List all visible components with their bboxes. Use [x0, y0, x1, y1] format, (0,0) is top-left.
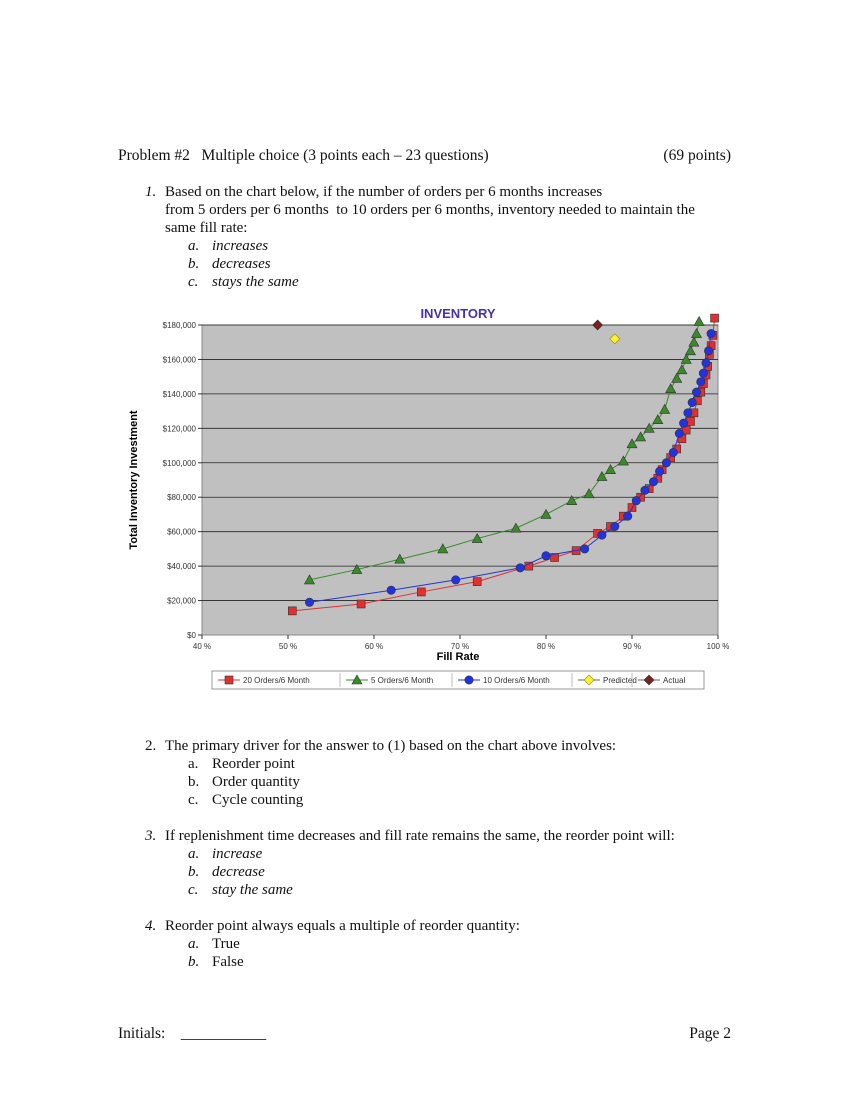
y-axis-label: Total Inventory Investment [128, 410, 140, 550]
option-text: stay the same [212, 882, 293, 898]
option-letter: a. [188, 756, 199, 772]
options-list [188, 237, 745, 291]
option-c[interactable] [188, 791, 745, 809]
y-axis-ticks [163, 321, 202, 640]
data-point [542, 552, 550, 560]
data-point [702, 359, 710, 367]
option-b[interactable] [188, 255, 745, 273]
y-tick-label: $60,000 [167, 527, 196, 537]
options-list [188, 845, 765, 899]
legend-label: 10 Orders/6 Month [483, 676, 550, 685]
option-text: increase [212, 846, 263, 862]
data-point [699, 369, 707, 377]
data-point [688, 398, 696, 406]
data-point [641, 486, 649, 494]
data-point [692, 388, 700, 396]
x-tick-label: 100 % [706, 642, 730, 651]
option-b[interactable] [188, 863, 765, 881]
option-letter: b. [188, 954, 200, 970]
initials-label: Initials: [118, 1025, 166, 1042]
legend-label: 20 Orders/6 Month [243, 676, 310, 685]
data-point [417, 588, 425, 596]
option-a[interactable] [188, 237, 745, 255]
option-text: Order quantity [212, 774, 300, 790]
legend-label: Predicted [603, 676, 637, 685]
question-line: If replenishment time decreases and fill rate remains the same, the reorder point will: [165, 828, 675, 844]
y-tick-label: $0 [187, 631, 196, 640]
option-text: stays the same [212, 274, 299, 290]
question-number: 2. [145, 738, 157, 754]
question-2 [145, 737, 745, 809]
question-text [165, 183, 745, 237]
options-list [188, 755, 745, 809]
data-point [452, 576, 460, 584]
initials-blank[interactable]: ___________ [180, 1025, 267, 1042]
question-line: Based on the chart below, if the number of orders per 6 months increases [165, 184, 603, 200]
legend-marker [225, 676, 233, 684]
data-point [669, 448, 677, 456]
data-point [675, 429, 683, 437]
legend-marker [465, 676, 473, 684]
data-point [694, 317, 704, 326]
option-letter: b. [188, 864, 200, 880]
chart-legend [212, 671, 704, 689]
option-text: True [212, 936, 240, 952]
y-tick-label: $100,000 [162, 458, 196, 468]
data-point [516, 564, 524, 572]
option-letter: c. [188, 274, 199, 290]
problem-title: Problem #2 [118, 147, 190, 164]
y-tick-label: $180,000 [162, 321, 196, 330]
legend-label: 5 Orders/6 Month [371, 676, 434, 685]
option-c[interactable] [188, 273, 745, 291]
data-point [649, 478, 657, 486]
data-point [662, 459, 670, 467]
option-text: increases [212, 238, 269, 254]
x-axis-ticks [193, 635, 729, 651]
y-tick-label: $120,000 [162, 424, 196, 434]
question-number: 3. [145, 828, 157, 844]
option-letter: a. [188, 936, 200, 952]
y-tick-label: $160,000 [162, 355, 196, 365]
legend-item [218, 676, 310, 685]
option-letter: a. [188, 238, 200, 254]
option-letter: b. [188, 256, 200, 272]
option-c[interactable] [188, 881, 765, 899]
option-a[interactable] [188, 845, 765, 863]
data-point [711, 314, 719, 322]
plot-area [202, 325, 718, 635]
data-point [679, 419, 687, 427]
option-text: decreases [212, 256, 271, 272]
x-tick-label: 80 % [536, 642, 556, 651]
question-line: same fill rate: [165, 220, 248, 236]
initials-field[interactable] [118, 1025, 266, 1043]
data-point [357, 600, 365, 608]
data-point [387, 586, 395, 594]
option-text: False [212, 954, 244, 970]
data-point [697, 378, 705, 386]
option-text: decrease [212, 864, 265, 880]
data-point [598, 531, 606, 539]
x-tick-label: 50 % [278, 642, 298, 651]
data-point [624, 512, 632, 520]
x-tick-label: 60 % [364, 642, 384, 651]
data-point [684, 409, 692, 417]
y-tick-label: $40,000 [167, 562, 196, 572]
options-list [188, 935, 745, 971]
question-text [165, 917, 745, 935]
problem-header [118, 147, 489, 165]
question-number: 4. [145, 918, 157, 934]
data-point [704, 347, 712, 355]
question-line: The primary driver for the answer to (1) based on the chart above involves: [165, 738, 617, 754]
question-text [165, 827, 765, 845]
legend-label: Actual [663, 676, 686, 685]
x-tick-label: 70 % [450, 642, 470, 651]
question-text [165, 737, 745, 755]
y-tick-label: $80,000 [167, 493, 196, 503]
y-tick-label: $140,000 [162, 389, 196, 399]
y-tick-label: $20,000 [167, 596, 196, 606]
question-1 [145, 183, 745, 291]
data-point [473, 578, 481, 586]
question-line: from 5 orders per 6 months to 10 orders per 6 months, inventory needed to maintain the [165, 202, 695, 218]
option-text: Reorder point [212, 756, 295, 772]
x-tick-label: 40 % [192, 642, 212, 651]
option-a[interactable] [188, 935, 745, 953]
problem-subtitle: Multiple choice (3 points each – 23 questions) [201, 147, 489, 164]
option-letter: a. [188, 846, 200, 862]
data-point [305, 598, 313, 606]
chart-title: INVENTORY [420, 306, 496, 321]
question-line: Reorder point always equals a multiple of reorder quantity: [165, 918, 520, 934]
question-number: 1. [145, 184, 157, 200]
question-4 [145, 917, 745, 971]
inventory-chart [120, 300, 730, 700]
option-b[interactable] [188, 953, 745, 971]
option-a[interactable] [188, 755, 745, 773]
question-3 [145, 827, 765, 899]
option-letter: c. [188, 792, 199, 808]
x-axis-label: Fill Rate [436, 651, 480, 663]
option-text: Cycle counting [212, 792, 304, 808]
x-tick-label: 90 % [622, 642, 642, 651]
data-point [632, 496, 640, 504]
page-number: Page 2 [689, 1025, 731, 1042]
problem-points: (69 points) [663, 147, 731, 164]
option-b[interactable] [188, 773, 745, 791]
data-point [581, 545, 589, 553]
option-letter: c. [188, 882, 199, 898]
data-point [707, 329, 715, 337]
data-point [288, 607, 296, 615]
data-point [611, 522, 619, 530]
option-letter: b. [188, 774, 200, 790]
data-point [655, 467, 663, 475]
